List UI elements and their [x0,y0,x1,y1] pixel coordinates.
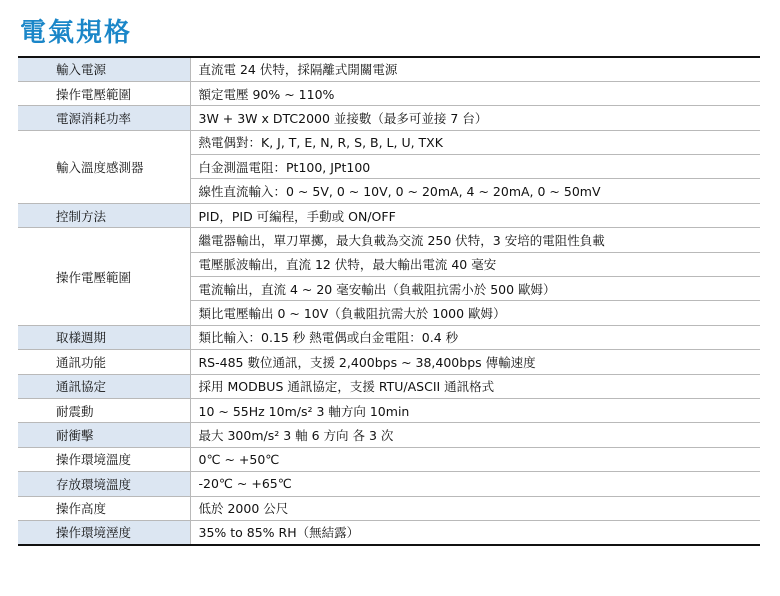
spec-value: 電壓脈波輸出，直流 12 伏特，最大輸出電流 40 毫安 [190,252,760,276]
spec-label: 通訊協定 [18,374,190,398]
spec-value: 0℃ ~ +50℃ [190,447,760,471]
spec-value: 類比輸入：0.15 秒 熱電偶或白金電阻：0.4 秒 [190,325,760,349]
spec-value: 白金測溫電阻：Pt100, JPt100 [190,155,760,179]
spec-label: 操作高度 [18,496,190,520]
spec-table [18,56,760,546]
spec-value: 10 ~ 55Hz 10m/s² 3 軸方向 10min [190,398,760,422]
spec-label: 操作環境溼度 [18,520,190,544]
spec-value: 類比電壓輸出 0 ~ 10V（負載阻抗需大於 1000 歐姆） [190,301,760,325]
spec-row [18,423,760,447]
spec-value: 熱電偶對：K, J, T, E, N, R, S, B, L, U, TXK [190,130,760,154]
spec-table-body [18,57,760,545]
spec-value: 繼電器輸出，單刀單擲，最大負載為交流 250 伏特，3 安培的電阻性負載 [190,228,760,252]
spec-row [18,228,760,252]
spec-value: 低於 2000 公尺 [190,496,760,520]
spec-value: -20℃ ~ +65℃ [190,472,760,496]
spec-label: 通訊功能 [18,350,190,374]
spec-value: 採用 MODBUS 通訊協定，支援 RTU/ASCII 通訊格式 [190,374,760,398]
spec-value: PID，PID 可編程，手動或 ON/OFF [190,203,760,227]
spec-label: 取樣週期 [18,325,190,349]
spec-value: 3W + 3W x DTC2000 並接數（最多可並接 7 台） [190,106,760,130]
spec-row [18,520,760,544]
spec-row [18,398,760,422]
spec-label: 存放環境溫度 [18,472,190,496]
spec-row [18,106,760,130]
spec-row [18,447,760,471]
spec-row [18,374,760,398]
spec-row [18,350,760,374]
spec-value: 最大 300m/s² 3 軸 6 方向 各 3 次 [190,423,760,447]
spec-label: 耐震動 [18,398,190,422]
spec-value: RS-485 數位通訊，支援 2,400bps ~ 38,400bps 傳輸速度 [190,350,760,374]
spec-row [18,472,760,496]
spec-value: 35% to 85% RH（無結露） [198,525,360,541]
spec-label: 輸入電源 [18,57,190,81]
spec-row [18,496,760,520]
spec-value: 額定電壓 90% ~ 110% [190,81,760,105]
spec-label: 電源消耗功率 [18,106,190,130]
spec-label: 操作電壓範圍 [18,228,190,326]
spec-label: 操作電壓範圍 [18,81,190,105]
spec-row [18,81,760,105]
spec-value: 電流輸出，直流 4 ~ 20 毫安輸出（負載阻抗需小於 500 歐姆） [190,277,760,301]
spec-row [18,325,760,349]
spec-label: 操作環境溫度 [18,447,190,471]
spec-row [18,130,760,154]
page-title: 電氣規格 [20,18,133,48]
spec-label: 耐衝擊 [18,423,190,447]
spec-value: 線性直流輸入：0 ~ 5V, 0 ~ 10V, 0 ~ 20mA, 4 ~ 20mA, 0 ~ 50mV [190,179,760,203]
spec-row [18,203,760,227]
spec-row [18,57,760,81]
spec-label: 輸入溫度感測器 [18,130,190,203]
spec-label: 控制方法 [18,203,190,227]
spec-value: 直流電 24 伏特，採隔離式開關電源 [190,57,760,81]
